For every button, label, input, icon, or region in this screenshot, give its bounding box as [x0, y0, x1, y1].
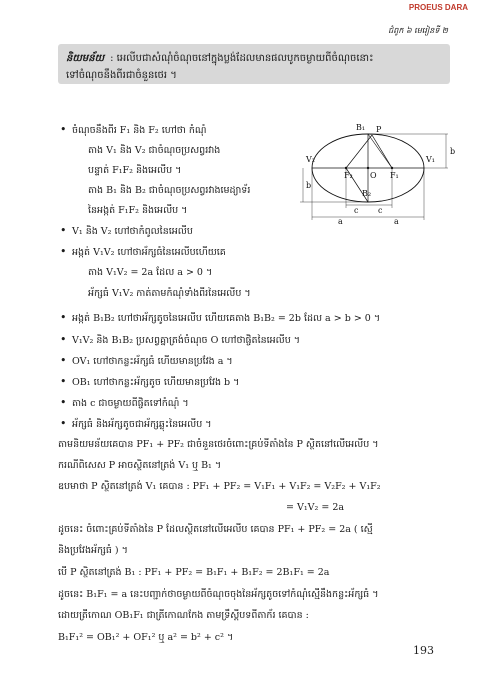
line-major-axis-3: អ័ក្សធំ V₁V₂ កាត់តាមកំណុំទាំងពីរនៃអេលីប ។	[88, 288, 251, 299]
running-head: ជំពូក ៦ មេរៀនទី ២	[388, 26, 448, 35]
watermark: PROEUS DARA	[408, 3, 468, 12]
line-major-axis-2: តាង V₁V₂ = 2a ដែល a > 0 ។	[88, 267, 213, 278]
line-covertices-def: តាង B₁ និង B₂ ជាចំណុចប្រសព្វរវាងមេដ្យាទ័រ	[88, 185, 251, 196]
definition-box	[58, 44, 450, 84]
label-c-left: c	[354, 206, 359, 215]
focus-point-f1	[391, 167, 393, 169]
label-f2: F₂	[344, 171, 353, 180]
definition-line-2: ទៅចំណុចនឹងពីរជាចំនួនថេរ ។	[66, 70, 177, 81]
label-o: O	[370, 171, 377, 180]
focal-line-2	[372, 135, 392, 168]
line-center: • V₁V₂ និង B₁B₂ ប្រសព្វគ្នាត្រង់ចំណុច O ហៅថាផ្ចិតនៃអេលីប ។	[72, 334, 300, 348]
line-semi-major: • OV₁ ហៅថាកន្លះអ័ក្សធំ ហើយមានប្រវែង a ។	[72, 355, 233, 369]
line-covertices-def-2: នៃអង្កត់ F₁F₂ និងអេលីប ។	[88, 205, 188, 216]
label-c-right: c	[378, 206, 383, 215]
label-a-left: a	[338, 217, 343, 224]
label-p: P	[376, 125, 382, 134]
line-symmetry: • អ័ក្សធំ និងអ័ក្សតូចជាអ័ក្សឆ្លុះនៃអេលីប ។	[72, 418, 212, 432]
label-b-right: b	[450, 147, 456, 156]
line-case-v1: ឧបមាថា P ស្ថិតនៅត្រង់ V₁ គេបាន : PF₁ + PF₂ = V₁F₁ + V₁F₂ = V₂F₂ + V₁F₂	[58, 481, 381, 492]
line-b1f1-eq-a: ដូចនេះ B₁F₁ = a នេះបញ្ជាក់ថាចម្ងាយពីចំណុចចុងនៃអ័ក្សតូចទៅកំណុំស្មើនឹងកន្លះអ័ក្សធំ ។	[58, 589, 379, 600]
center-point	[367, 167, 369, 169]
line-vertices-def-2: បន្ទាត់ F₁F₂ និងអេលីប ។	[88, 165, 182, 176]
line-pythagoras-intro: ដោយត្រីកោណ OB₁F₁ ជាត្រីកោណកែង តាមទ្រឹស្តីបទពីតាក័រ គេបាន :	[58, 610, 309, 621]
line-case-b1: បើ P ស្ថិតនៅត្រង់ B₁ : PF₁ + PF₂ = B₁F₁ + B₁F₂ = 2B₁F₁ = 2a	[58, 567, 330, 578]
line-minor-axis: • អង្កត់ B₁B₂ ហៅថាអ័ក្សតូចនៃអេលីប ហើយគេតាង B₁B₂ = 2b ដែល a > b > 0 ។	[72, 312, 380, 326]
definition-line-1: : អេលីបជាសំណុំចំណុចនៅក្នុងប្លង់ដែលមានផលបូកចម្ងាយពីចំណុចនោះ	[110, 53, 374, 64]
label-b1: B₁	[356, 123, 366, 132]
line-pythagoras-formula: B₁F₁² = OB₁² + OF₁² ឬ a² = b² + c² ។	[58, 632, 234, 643]
label-f1: F₁	[390, 171, 399, 180]
focus-point-f2	[345, 167, 347, 169]
line-special-case: ករណីពិសេស P អាចស្ថិតនៅត្រង់ V₁ ឬ B₁ ។	[58, 460, 222, 471]
b1-f1-line	[368, 134, 392, 168]
line-foci: • ចំណុចនឹងពីរ F₁ និង F₂ ហៅថា កំណុំ	[72, 124, 206, 138]
definition-term: និយមន័យ	[66, 53, 105, 64]
line-conclusion: ដូចនេះ ចំពោះគ្រប់ទីតាំងនៃ P ដែលស្ថិតនៅលើអេលីប គេបាន PF₁ + PF₂ = 2a ( ស្មើ	[58, 524, 373, 535]
line-vertices: • V₁ និង V₂ ហៅថាកំពូលនៃអេលីប	[72, 225, 193, 239]
ellipse-figure	[300, 112, 460, 224]
line-semi-minor: • OB₁ ហៅថាកន្លះអ័ក្សតូច ហើយមានប្រវែង b ។	[72, 376, 239, 390]
line-case-v1-result: = V₁V₂ = 2a	[286, 502, 345, 513]
label-v1: V₁	[426, 155, 435, 164]
line-conclusion-2: និងប្រវែងអ័ក្សធំ ) ។	[58, 545, 128, 556]
label-a-right: a	[394, 217, 399, 224]
line-focal-distance: • តាង c ជាចម្ងាយពីផ្ចិតទៅកំណុំ ។	[72, 397, 189, 411]
line-major-axis: • អង្កត់ V₁V₂ ហៅថាអ័ក្សធំនៃអេលីបហើយគេ	[72, 246, 226, 260]
page-number: 193	[413, 644, 434, 657]
line-constant-sum: តាមនិយមន័យគេបាន PF₁ + PF₂ ជាចំនួនថេរចំពោះគ្រប់ទីតាំងនៃ P ស្ថិតនៅលើអេលីប ។	[58, 439, 379, 450]
label-b-left: b	[306, 181, 312, 190]
label-b2: B₂	[362, 189, 372, 198]
label-v2: V₂	[306, 155, 315, 164]
line-vertices-def: តាង V₁ និង V₂ ជាចំណុចប្រសព្វរវាង	[88, 145, 221, 156]
